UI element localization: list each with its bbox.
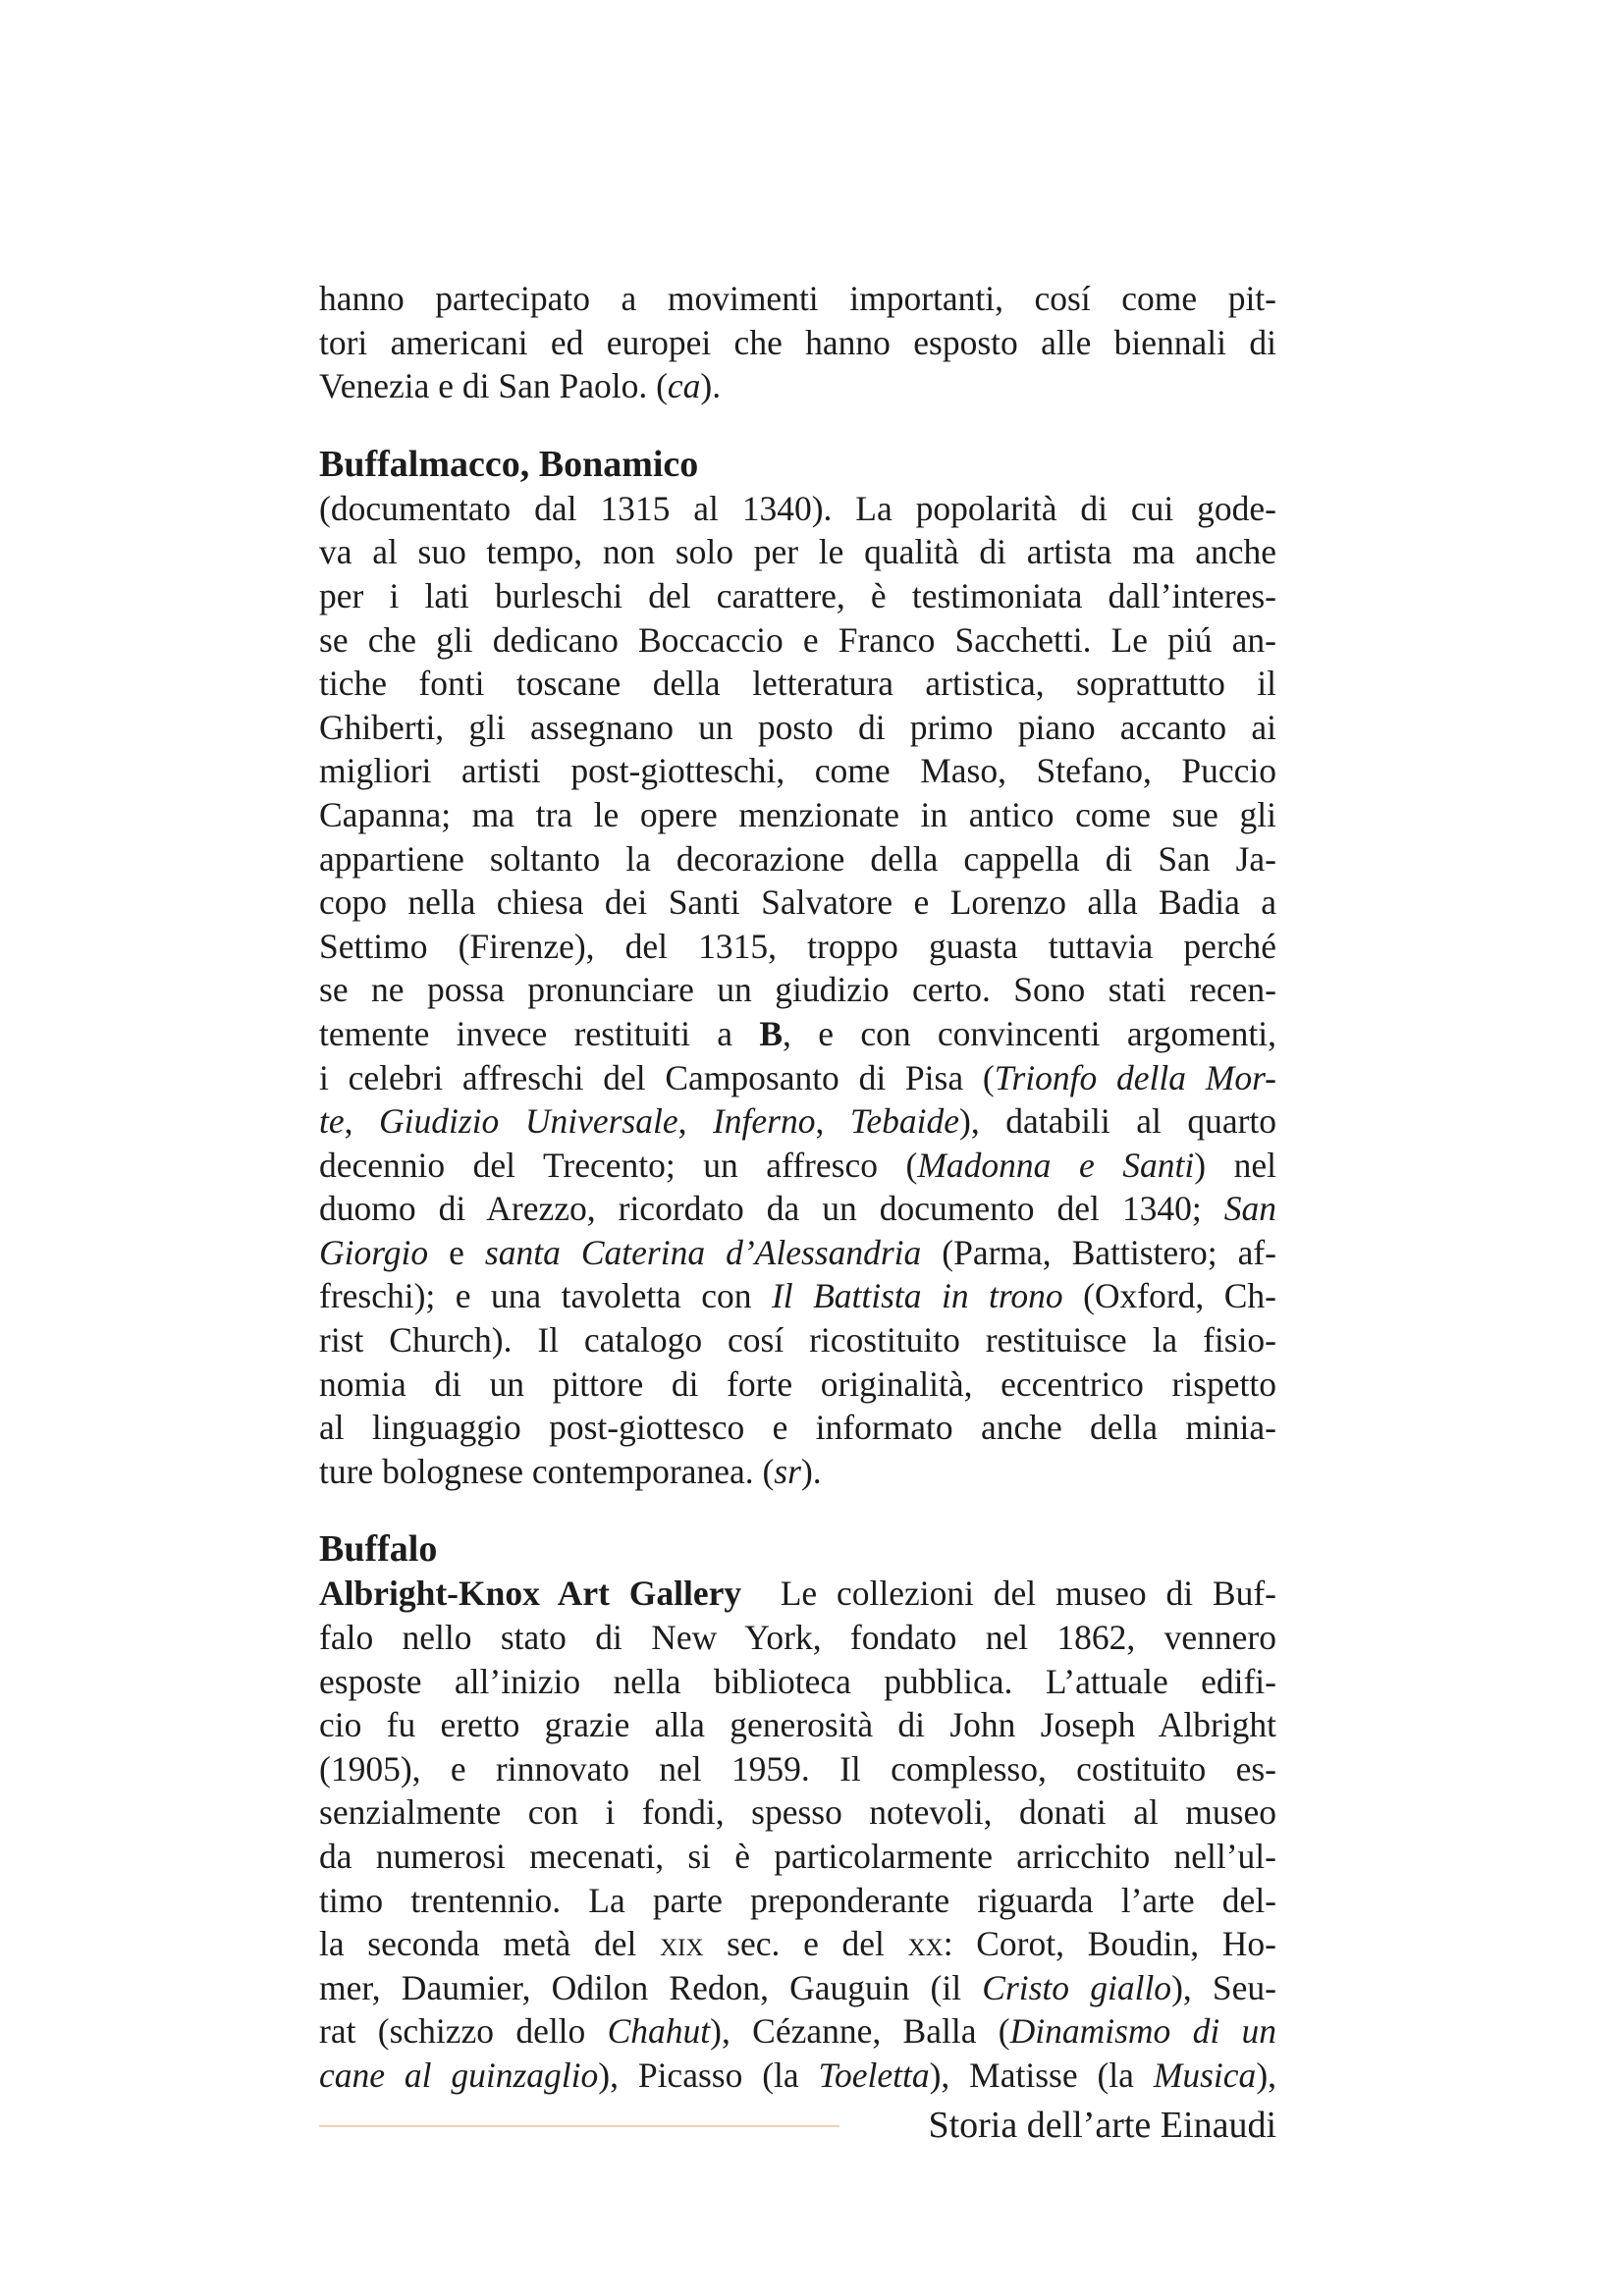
text-line: migliori artisti post-giotteschi, come Maso, Stefano, Puccio: [319, 751, 1276, 791]
footer-divider: [319, 2125, 839, 2127]
text-line: tiche fonti toscane della letteratura artistica, soprattutto il: [319, 664, 1276, 704]
text-line: rist Church). Il catalogo cosí ricostituito restituisce la fisio-: [319, 1320, 1276, 1361]
text-line: esposte all’inizio nella biblioteca pubblica. L’attuale edifi-: [319, 1661, 1276, 1701]
text-line: mer, Daumier, Odilon Redon, Gauguin (il Cristo giallo), Seu-: [319, 1967, 1276, 2007]
publication-title: Storia dell’arte Einaudi: [928, 2105, 1276, 2146]
text-line: timo trentennio. La parte preponderante riguarda l’arte del-: [319, 1880, 1276, 1920]
text-line: Capanna; ma tra le opere menzionate in antico come sue gli: [319, 794, 1276, 834]
text-line: decennio del Trecento; un affresco (Madonna e Santi) nel: [319, 1145, 1276, 1185]
text-line: nomia di un pittore di forte originalità, eccentrico rispetto: [319, 1363, 1276, 1404]
text-line: hanno partecipato a movimenti importanti, cosí come pit-: [319, 279, 1276, 318]
text-line: te, Giudizio Universale, Inferno, Tebaide), databili al quarto: [319, 1101, 1276, 1142]
text-line: Albright-Knox Art Gallery Le collezioni del museo di Buf-: [319, 1574, 1276, 1614]
text-line: la seconda metà del xix sec. e del xx: Corot, Boudin, Ho-: [319, 1924, 1276, 1964]
author-initials: ca: [667, 366, 701, 406]
author-initials: sr: [774, 1451, 801, 1491]
text-line: copo nella chiesa dei Santi Salvatore e Lorenzo alla Badia a: [319, 882, 1276, 923]
text-line: Venezia e di San Paolo. (ca).: [319, 366, 722, 406]
text-line: Giorgio e santa Caterina d’Alessandria (Parma, Battistero; af-: [319, 1232, 1276, 1272]
text-line: se ne possa pronunciare un giudizio certo. Sono stati recen-: [319, 970, 1276, 1010]
text-line: da numerosi mecenati, si è particolarmente arricchito nell’ul-: [319, 1837, 1276, 1876]
text-line: rat (schizzo dello Chahut), Cézanne, Balla (Dinamismo di un: [319, 2011, 1276, 2052]
entry-body-buffalo: [319, 1572, 1276, 2097]
entry-body-buffalmacco: [319, 487, 1276, 1494]
text-line: duomo di Arezzo, ricordato da un documento del 1340; San: [319, 1189, 1276, 1229]
intro-paragraph: [319, 277, 1276, 408]
subentry-title: Albright-Knox Art Gallery: [319, 1574, 742, 1614]
text-line: falo nello stato di New York, fondato nel 1862, vennero: [319, 1618, 1276, 1658]
page-body: [319, 277, 1276, 2098]
page-footer: [319, 2101, 1276, 2150]
text-line: freschi); e una tavoletta con Il Battista in trono (Oxford, Ch-: [319, 1276, 1276, 1316]
entry-heading-buffalo: Buffalo: [319, 1528, 438, 1571]
text-line: (1905), e rinnovato nel 1959. Il complesso, costituito es-: [319, 1748, 1276, 1789]
text-line: senzialmente con i fondi, spesso notevoli, donati al museo: [319, 1792, 1276, 1833]
text-line: al linguaggio post-giottesco e informato anche della minia-: [319, 1408, 1276, 1448]
text-line: Ghiberti, gli assegnano un posto di primo piano accanto ai: [319, 707, 1276, 747]
entry-heading-buffalmacco: Buffalmacco, Bonamico: [319, 443, 699, 485]
text-line: cane al guinzaglio), Picasso (la Toeletta), Matisse (la Musica),: [319, 2055, 1276, 2095]
text-line: va al suo tempo, non solo per le qualità di artista ma anche: [319, 532, 1276, 572]
text-line: se che gli dedicano Boccaccio e Franco Sacchetti. Le piú an-: [319, 619, 1276, 660]
text-line: ture bolognese contemporanea. (sr).: [319, 1451, 822, 1491]
text-line: cio fu eretto grazie alla generosità di John Joseph Albright: [319, 1705, 1276, 1745]
text-line: per i lati burleschi del carattere, è testimoniata dall’interes-: [319, 575, 1276, 615]
text-line: appartiene soltanto la decorazione della cappella di San Ja-: [319, 838, 1276, 879]
text-line: i celebri affreschi del Camposanto di Pisa (Trionfo della Mor-: [319, 1057, 1276, 1097]
text-line: (documentato dal 1315 al 1340). La popolarità di cui gode-: [319, 488, 1276, 528]
text-line: tori americani ed europei che hanno esposto alle biennali di: [319, 322, 1276, 362]
text-line: temente invece restituiti a B, e con convincenti argomenti,: [319, 1013, 1276, 1053]
text-line: Settimo (Firenze), del 1315, troppo guasta tuttavia perché: [319, 926, 1276, 966]
